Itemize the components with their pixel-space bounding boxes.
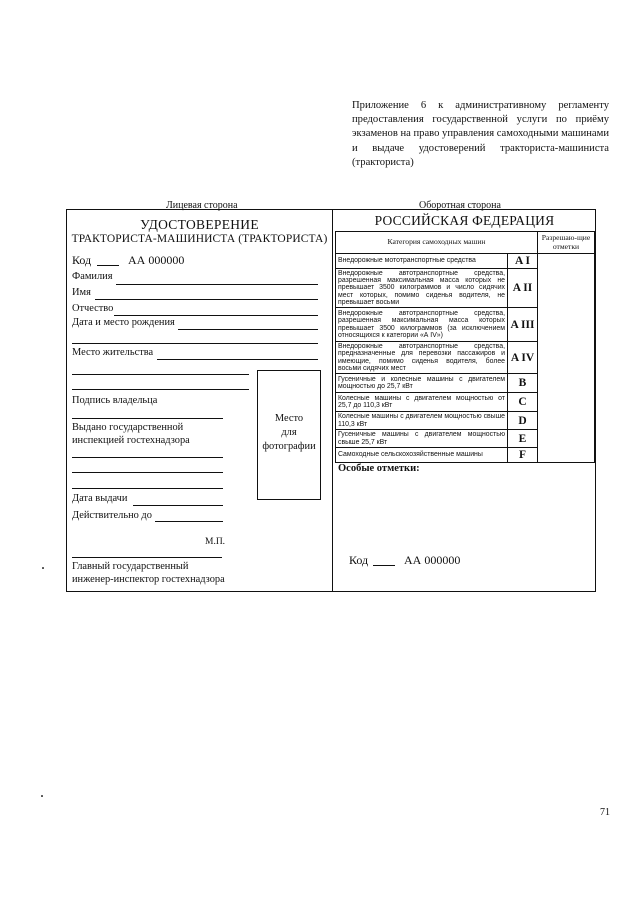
name-line [95, 299, 318, 300]
front-subtitle: ТРАКТОРИСТА-МАШИНИСТА (ТРАКТОРИСТА) [71, 233, 328, 245]
appendix-line: Приложение 6 к административному регламенту [352, 100, 609, 111]
marks-cell [538, 254, 595, 463]
front-side-label: Лицевая сторона [166, 200, 238, 211]
photo-caption-line: фотографии [262, 441, 316, 452]
category-desc: Колесные машины с двигателем мощностью свыше 110,3 кВт [336, 412, 508, 430]
table-row [336, 254, 595, 269]
photo-caption-line: Место [274, 413, 304, 424]
birth-line [178, 329, 318, 330]
residence-label: Место жительства [72, 347, 154, 358]
issued-by-line-2 [72, 472, 223, 473]
appendix-line: и выдаче удостоверений тракториста-машиниста [352, 142, 609, 154]
valid-until-label: Действительно до [72, 510, 152, 521]
issue-date-label: Дата выдачи [72, 493, 128, 504]
inspector-signature-line [72, 557, 222, 558]
category-code: C [508, 393, 538, 412]
category-code: B [508, 374, 538, 393]
issued-by-line-1 [72, 457, 223, 458]
issued-by-line-3 [72, 488, 223, 489]
patronymic-label: Отчество [72, 303, 114, 314]
residence-line-2 [72, 374, 249, 375]
inspector-label-2: инженер-инспектор гостехнадзора [72, 574, 225, 585]
category-desc: Колесные машины с двигателем мощностью от 25,7 до 110,3 кВт [336, 393, 508, 412]
scan-speck [41, 795, 43, 797]
birth-line-2 [72, 343, 318, 344]
issue-date-line [133, 505, 223, 506]
scan-speck [42, 567, 44, 569]
issued-by-label-1: Выдано государственной [72, 422, 184, 433]
page-number: 71 [600, 807, 610, 818]
valid-until-line [155, 521, 223, 522]
issued-by-label-2: инспекцией гостехнадзора [72, 435, 190, 446]
category-desc: Внедорожные автотранспортные средства, предназначенные для перевозки пассажиров и имеющие, помимо сиденья водителя, более восьми сидячих мест [336, 342, 508, 374]
category-code: A II [508, 269, 538, 308]
category-desc: Самоходные сельскохозяйственные машины [336, 448, 508, 463]
category-desc: Гусеничные и колесные машины с двигателем мощностью до 25,7 кВт [336, 374, 508, 393]
category-code: F [508, 448, 538, 463]
back-side-label: Оборотная сторона [419, 200, 501, 211]
header-marks: Разрешаю-щие отметки [538, 232, 595, 254]
appendix-line: предоставления государственной услуги по приёму [352, 114, 609, 126]
back-code-blank [373, 565, 395, 566]
front-code-value: АА 000000 [128, 253, 185, 267]
category-desc: Внедорожные мототранспортные средства [336, 254, 508, 269]
residence-line-3 [72, 389, 249, 390]
header-category: Категория самоходных машин [336, 232, 538, 254]
back-code-value: АА 000000 [404, 553, 461, 567]
category-table [335, 231, 595, 463]
inspector-label-1: Главный государственный [72, 561, 189, 572]
front-code-label: Код [72, 253, 92, 267]
photo-caption-line: для [281, 427, 297, 438]
category-code: D [508, 412, 538, 430]
category-code: A I [508, 254, 538, 269]
center-divider [332, 209, 333, 592]
photo-caption [257, 412, 321, 454]
category-code: E [508, 430, 538, 448]
back-title: РОССИЙСКАЯ ФЕДЕРАЦИЯ [374, 213, 555, 228]
category-code: A IV [508, 342, 538, 374]
front-title: УДОСТОВЕРЕНИЕ [140, 217, 259, 232]
appendix-line: экзаменов на право управления самоходными машинами [352, 128, 609, 140]
category-desc: Внедорожные автотранспортные средства, разрешенная максимальная масса которых превышает 3500 килограммов (за исключением относящихся к категории «А IV») [336, 308, 508, 342]
patronymic-line [114, 315, 318, 316]
category-desc: Внедорожные автотранспортные средства, разрешенная максимальная масса которых не превышает 3500 килограммов и число сидячих мест которых, помимо сиденья водителя, не превышает восьми [336, 269, 508, 308]
category-table-header [336, 232, 595, 254]
special-marks-label: Особые отметки: [338, 463, 420, 474]
front-code-blank [97, 265, 119, 266]
surname-line [116, 284, 318, 285]
back-code-label: Код [349, 553, 369, 567]
appendix-note [352, 99, 609, 170]
appendix-line: (тракториста) [352, 156, 414, 168]
residence-line [157, 359, 318, 360]
birth-label: Дата и место рождения [72, 317, 175, 328]
name-label: Имя [72, 287, 91, 298]
category-desc: Гусеничные машины с двигателем мощностью свыше 25,7 кВт [336, 430, 508, 448]
owner-signature-line [72, 418, 223, 419]
owner-signature-label: Подпись владельца [72, 395, 158, 406]
category-code: A III [508, 308, 538, 342]
surname-label: Фамилия [72, 271, 113, 282]
stamp-label: М.П. [205, 537, 226, 547]
